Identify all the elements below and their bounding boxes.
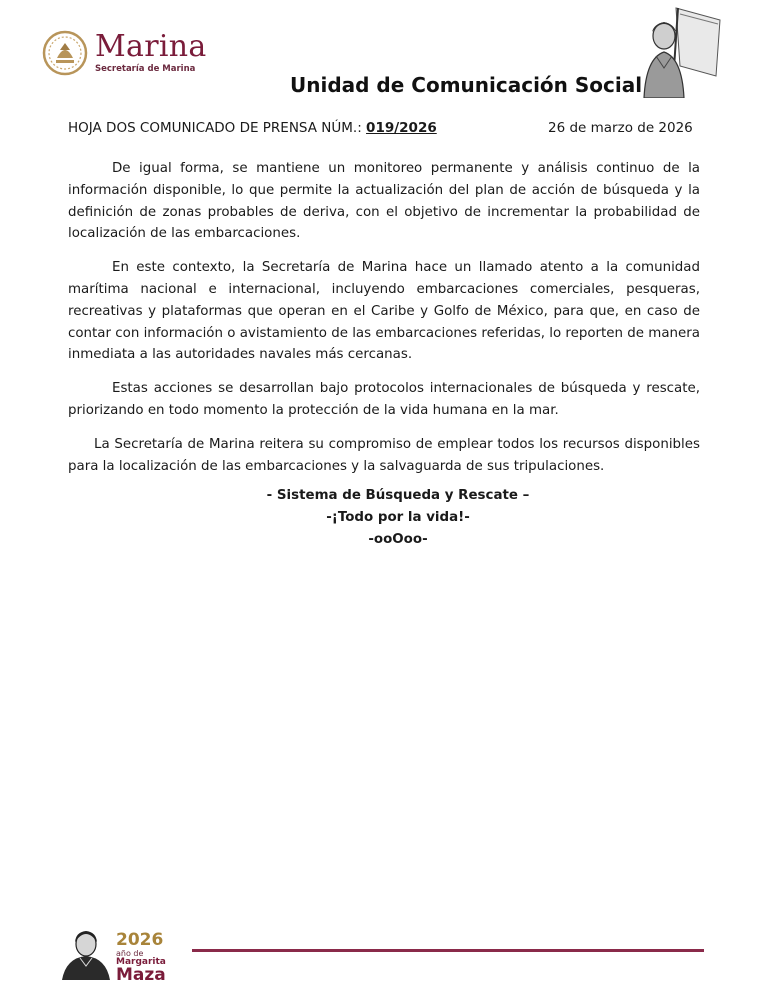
reference-number: 019/2026 [366,120,437,136]
year-badge [116,932,166,984]
closing-line-motto: -¡Todo por la vida!- [326,510,470,525]
brand-block [95,29,207,74]
heroine-portrait-icon [636,6,722,98]
body-paragraph: Estas acciones se desarrollan bajo protocolos internacionales de búsqueda y rescate, priorizando en todo momento la protección de la vida humana en la mar. [68,381,700,418]
body-paragraph: De igual forma, se mantiene un monitoreo permanente y análisis continuo de la información disponible, lo que permite la actualización del plan de acción de búsqueda y la definición de zonas probables de deriva, con el objetivo de incrementar la probabilidad de localización de las embarcaciones. [68,161,700,242]
badge-caption: año de [116,949,144,958]
press-release-reference [68,120,698,136]
reference-label: HOJA DOS COMUNICADO DE PRENSA NÚM.: [68,120,367,136]
national-seal-icon [42,30,88,76]
unit-title: Unidad de Comunicación Social [290,73,643,97]
brand-name: Marina [95,29,207,64]
reference-date: 26 de marzo de 2026 [548,120,693,136]
body-paragraph: En este contexto, la Secretaría de Marina hace un llamado atento a la comunidad marítima nacional e internacional, incluyendo embarcaciones comerciales, pesqueras, recreativas y plataformas que operan en el Caribe y Golfo de México, para que, en caso de contar con información o avistamiento de las embarcaciones referidas, lo reporten de manera inmediata a las autoridades navales más cercanas. [68,260,700,363]
badge-last-name: Maza [116,965,166,985]
brand-subtitle: Secretaría de Marina [95,64,196,74]
margarita-maza-portrait-icon [58,924,114,980]
closing-line-end: -ooOoo- [368,532,428,547]
badge-first-name: Margarita [116,957,166,967]
press-release-body [68,158,700,489]
closing-line-system: - Sistema de Búsqueda y Rescate – [266,488,530,503]
marina-logo [42,30,207,76]
closing-block [0,485,768,551]
body-paragraph: La Secretaría de Marina reitera su compromiso de emplear todos los recursos disponibles para la localización de las embarcaciones y la salvaguarda de sus tripulaciones. [68,436,700,474]
badge-year: 2026 [116,930,164,950]
footer-divider [192,949,704,952]
